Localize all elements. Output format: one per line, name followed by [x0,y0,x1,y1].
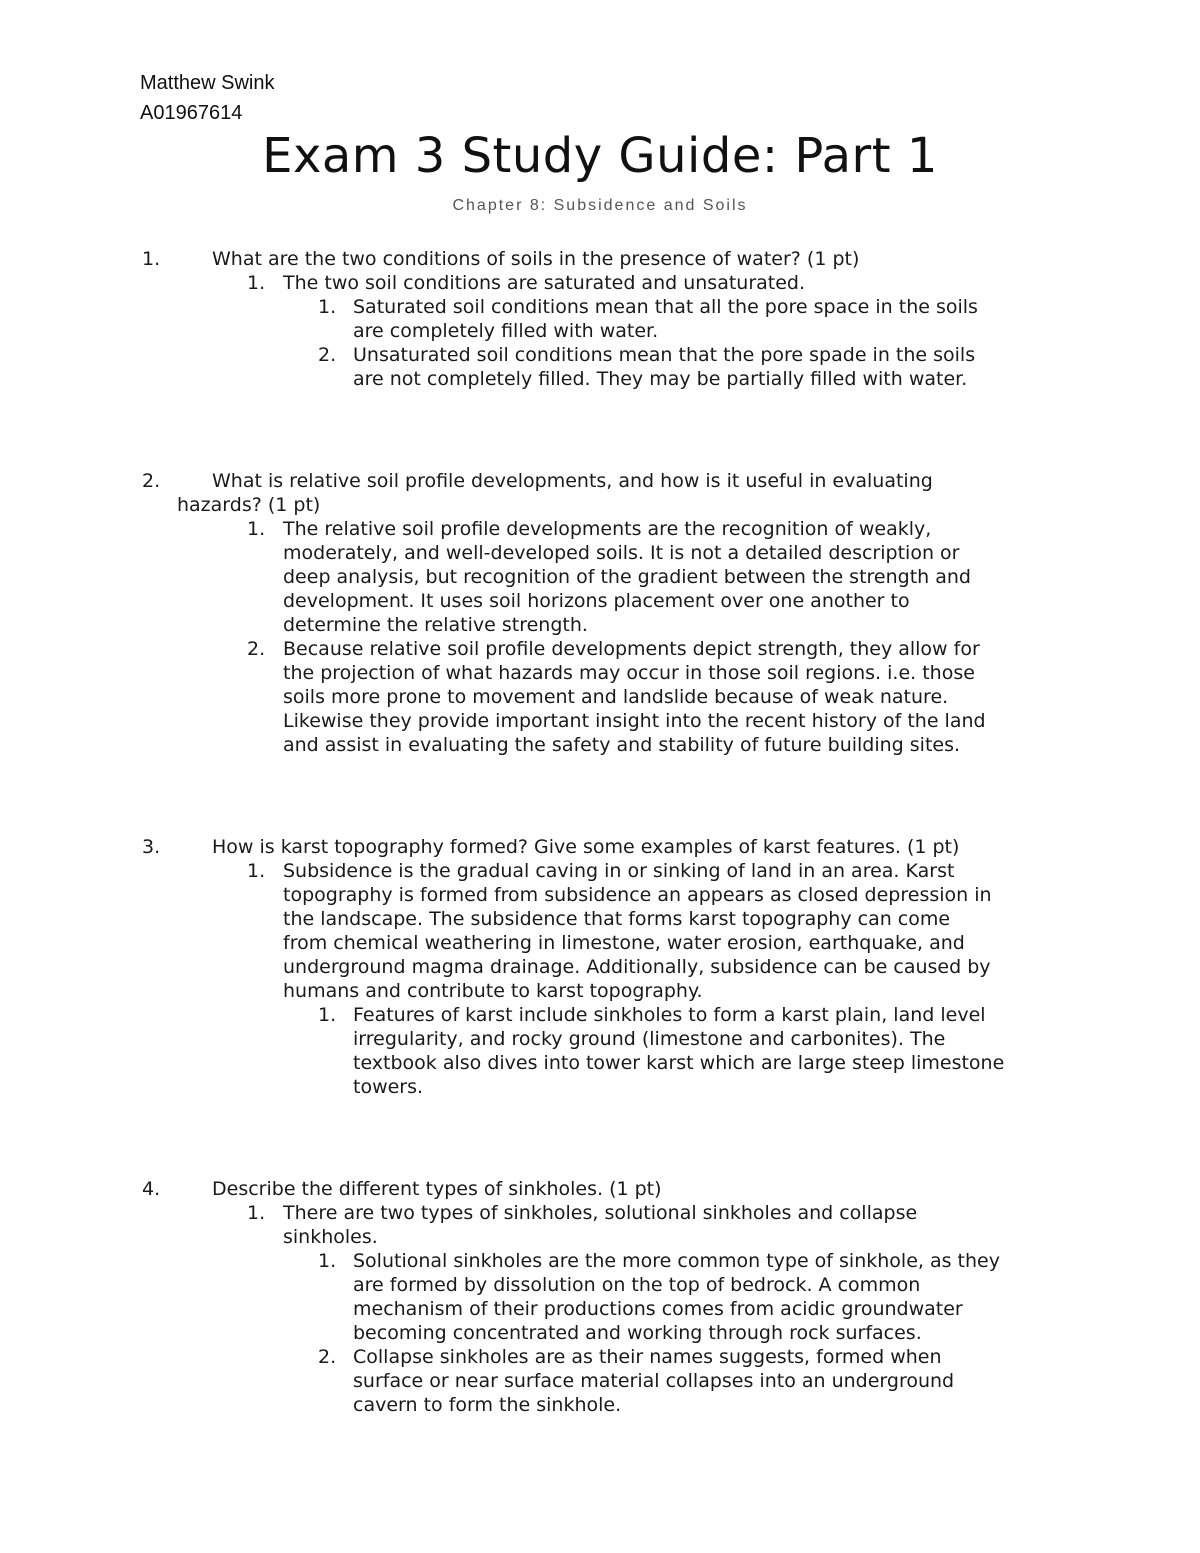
answer-text: moderately, and well-developed soils. It is not a detailed description or [283,542,960,564]
answer-number: 1. [247,272,266,294]
sub-answer-number: 1. [318,296,337,318]
answer-text: humans and contribute to karst topography. [283,980,703,1002]
sub-answer-text: cavern to form the sinkhole. [353,1394,622,1416]
question-number: 3. [142,836,161,858]
sub-answer-text: towers. [353,1076,424,1098]
question-text: What are the two conditions of soils in the presence of water? (1 pt) [212,248,860,270]
answer-text: determine the relative strength. [283,614,588,636]
sub-answer-text: irregularity, and rocky ground (limestone and carbonites). The [353,1028,946,1050]
answer-number: 1. [247,518,266,540]
question-number: 2. [142,470,161,492]
student-id: A01967614 [140,102,243,124]
sub-answer-text: surface or near surface material collapses into an underground [353,1370,955,1392]
question-number: 1. [142,248,161,270]
answer-text: Likewise they provide important insight into the recent history of the land [283,710,986,732]
sub-answer-text: Solutional sinkholes are the more common type of sinkhole, as they [353,1250,1000,1272]
sub-answer-number: 1. [318,1004,337,1026]
sub-answer-text: Collapse sinkholes are as their names suggests, formed when [353,1346,942,1368]
sub-answer-number: 1. [318,1250,337,1272]
answer-text: sinkholes. [283,1226,378,1248]
answer-text: from chemical weathering in limestone, water erosion, earthquake, and [283,932,965,954]
document-title: Exam 3 Study Guide: Part 1 [262,128,938,184]
answer-text: the projection of what hazards may occur in those soil regions. i.e. those [283,662,975,684]
question-text: Describe the different types of sinkholes. (1 pt) [212,1178,662,1200]
answer-text: Subsidence is the gradual caving in or sinking of land in an area. Karst [283,860,955,882]
question-text: What is relative soil profile developments, and how is it useful in evaluating [212,470,933,492]
answer-text: soils more prone to movement and landslide because of weak nature. [283,686,949,708]
author-name: Matthew Swink [140,72,275,94]
answer-text: underground magma drainage. Additionally, subsidence can be caused by [283,956,991,978]
answer-number: 2. [247,638,266,660]
question-text: hazards? (1 pt) [177,494,321,516]
sub-answer-text: Unsaturated soil conditions mean that the pore spade in the soils [353,344,976,366]
answer-text: topography is formed from subsidence an appears as closed depression in [283,884,992,906]
sub-answer-text: are completely filled with water. [353,320,659,342]
answer-text: Because relative soil profile developments depict strength, they allow for [283,638,980,660]
answer-text: There are two types of sinkholes, solutional sinkholes and collapse [283,1202,918,1224]
sub-answer-number: 2. [318,344,337,366]
sub-answer-text: Saturated soil conditions mean that all the pore space in the soils [353,296,978,318]
sub-answer-text: are formed by dissolution on the top of bedrock. A common [353,1274,921,1296]
answer-number: 1. [247,860,266,882]
answer-text: and assist in evaluating the safety and stability of future building sites. [283,734,961,756]
answer-text: The two soil conditions are saturated and unsaturated. [283,272,806,294]
sub-answer-number: 2. [318,1346,337,1368]
question-text: How is karst topography formed? Give some examples of karst features. (1 pt) [212,836,960,858]
question-number: 4. [142,1178,161,1200]
answer-number: 1. [247,1202,266,1224]
sub-answer-text: becoming concentrated and working through rock surfaces. [353,1322,922,1344]
sub-answer-text: mechanism of their productions comes from acidic groundwater [353,1298,963,1320]
sub-answer-text: textbook also dives into tower karst which are large steep limestone [353,1052,1005,1074]
answer-text: development. It uses soil horizons placement over one another to [283,590,910,612]
sub-answer-text: Features of karst include sinkholes to form a karst plain, land level [353,1004,986,1026]
answer-text: deep analysis, but recognition of the gradient between the strength and [283,566,971,588]
answer-text: the landscape. The subsidence that forms karst topography can come [283,908,951,930]
answer-text: The relative soil profile developments are the recognition of weakly, [283,518,932,540]
chapter-subtitle: Chapter 8: Subsidence and Soils [452,197,748,214]
sub-answer-text: are not completely filled. They may be partially filled with water. [353,368,968,390]
